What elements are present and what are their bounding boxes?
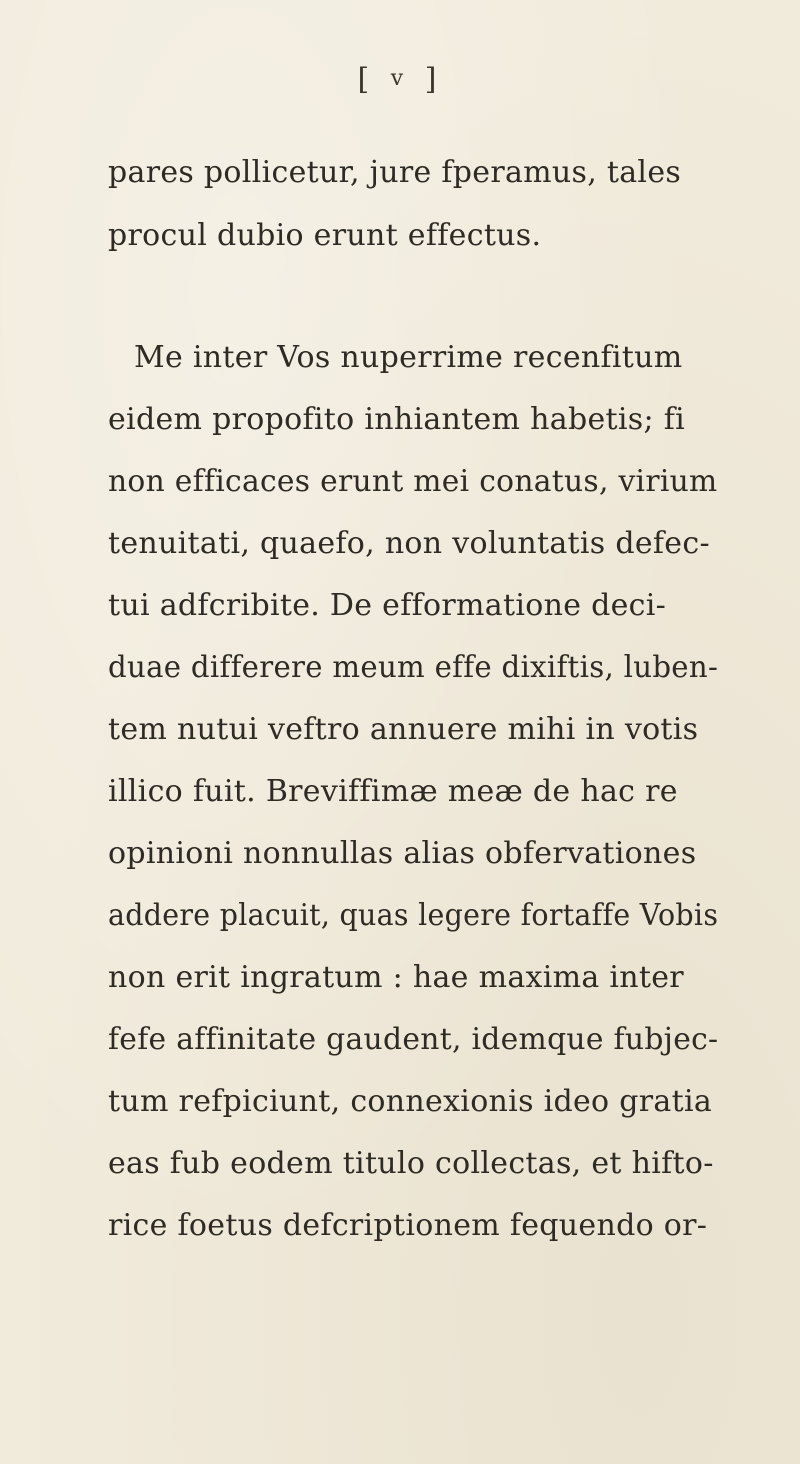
text-line: rice foetus defcriptionem fequendo or- [108, 1208, 708, 1243]
header-open-bracket: [ [357, 62, 376, 97]
text-line: tem nutui veftro annuere mihi in votis [108, 712, 699, 747]
text-line: non efficaces erunt mei conatus, virium [108, 464, 718, 499]
header-close-bracket: ] [424, 62, 443, 97]
text-line: pares pollicetur, jure fperamus, tales [108, 155, 682, 190]
page-number: v [390, 66, 410, 91]
text-line: eidem propofito inhiantem habetis; fi [108, 402, 685, 437]
text-line: Me inter Vos nuperrime recenfitum [134, 340, 683, 375]
text-line: duae differere meum effe dixiftis, luben- [108, 650, 719, 685]
page-header [0, 62, 800, 97]
text-line: tum refpiciunt, connexionis ideo gratia [108, 1084, 713, 1119]
text-line: procul dubio erunt effectus. [108, 218, 542, 253]
text-line: tenuitati, quaefo, non voluntatis defec- [108, 526, 710, 561]
text-line: eas fub eodem titulo collectas, et hifto- [108, 1146, 714, 1181]
text-line: non erit ingratum : hae maxima inter [108, 960, 684, 995]
text-line: addere placuit, quas legere fortaffe Vobis [108, 898, 719, 933]
text-line: opinioni nonnullas alias obfervationes [108, 836, 697, 871]
text-line: tui adfcribite. De efformatione deci- [108, 588, 667, 623]
text-line: illico fuit. Breviffimæ meæ de hac re [108, 774, 678, 809]
text-line: fefe affinitate gaudent, idemque fubjec- [108, 1022, 719, 1057]
